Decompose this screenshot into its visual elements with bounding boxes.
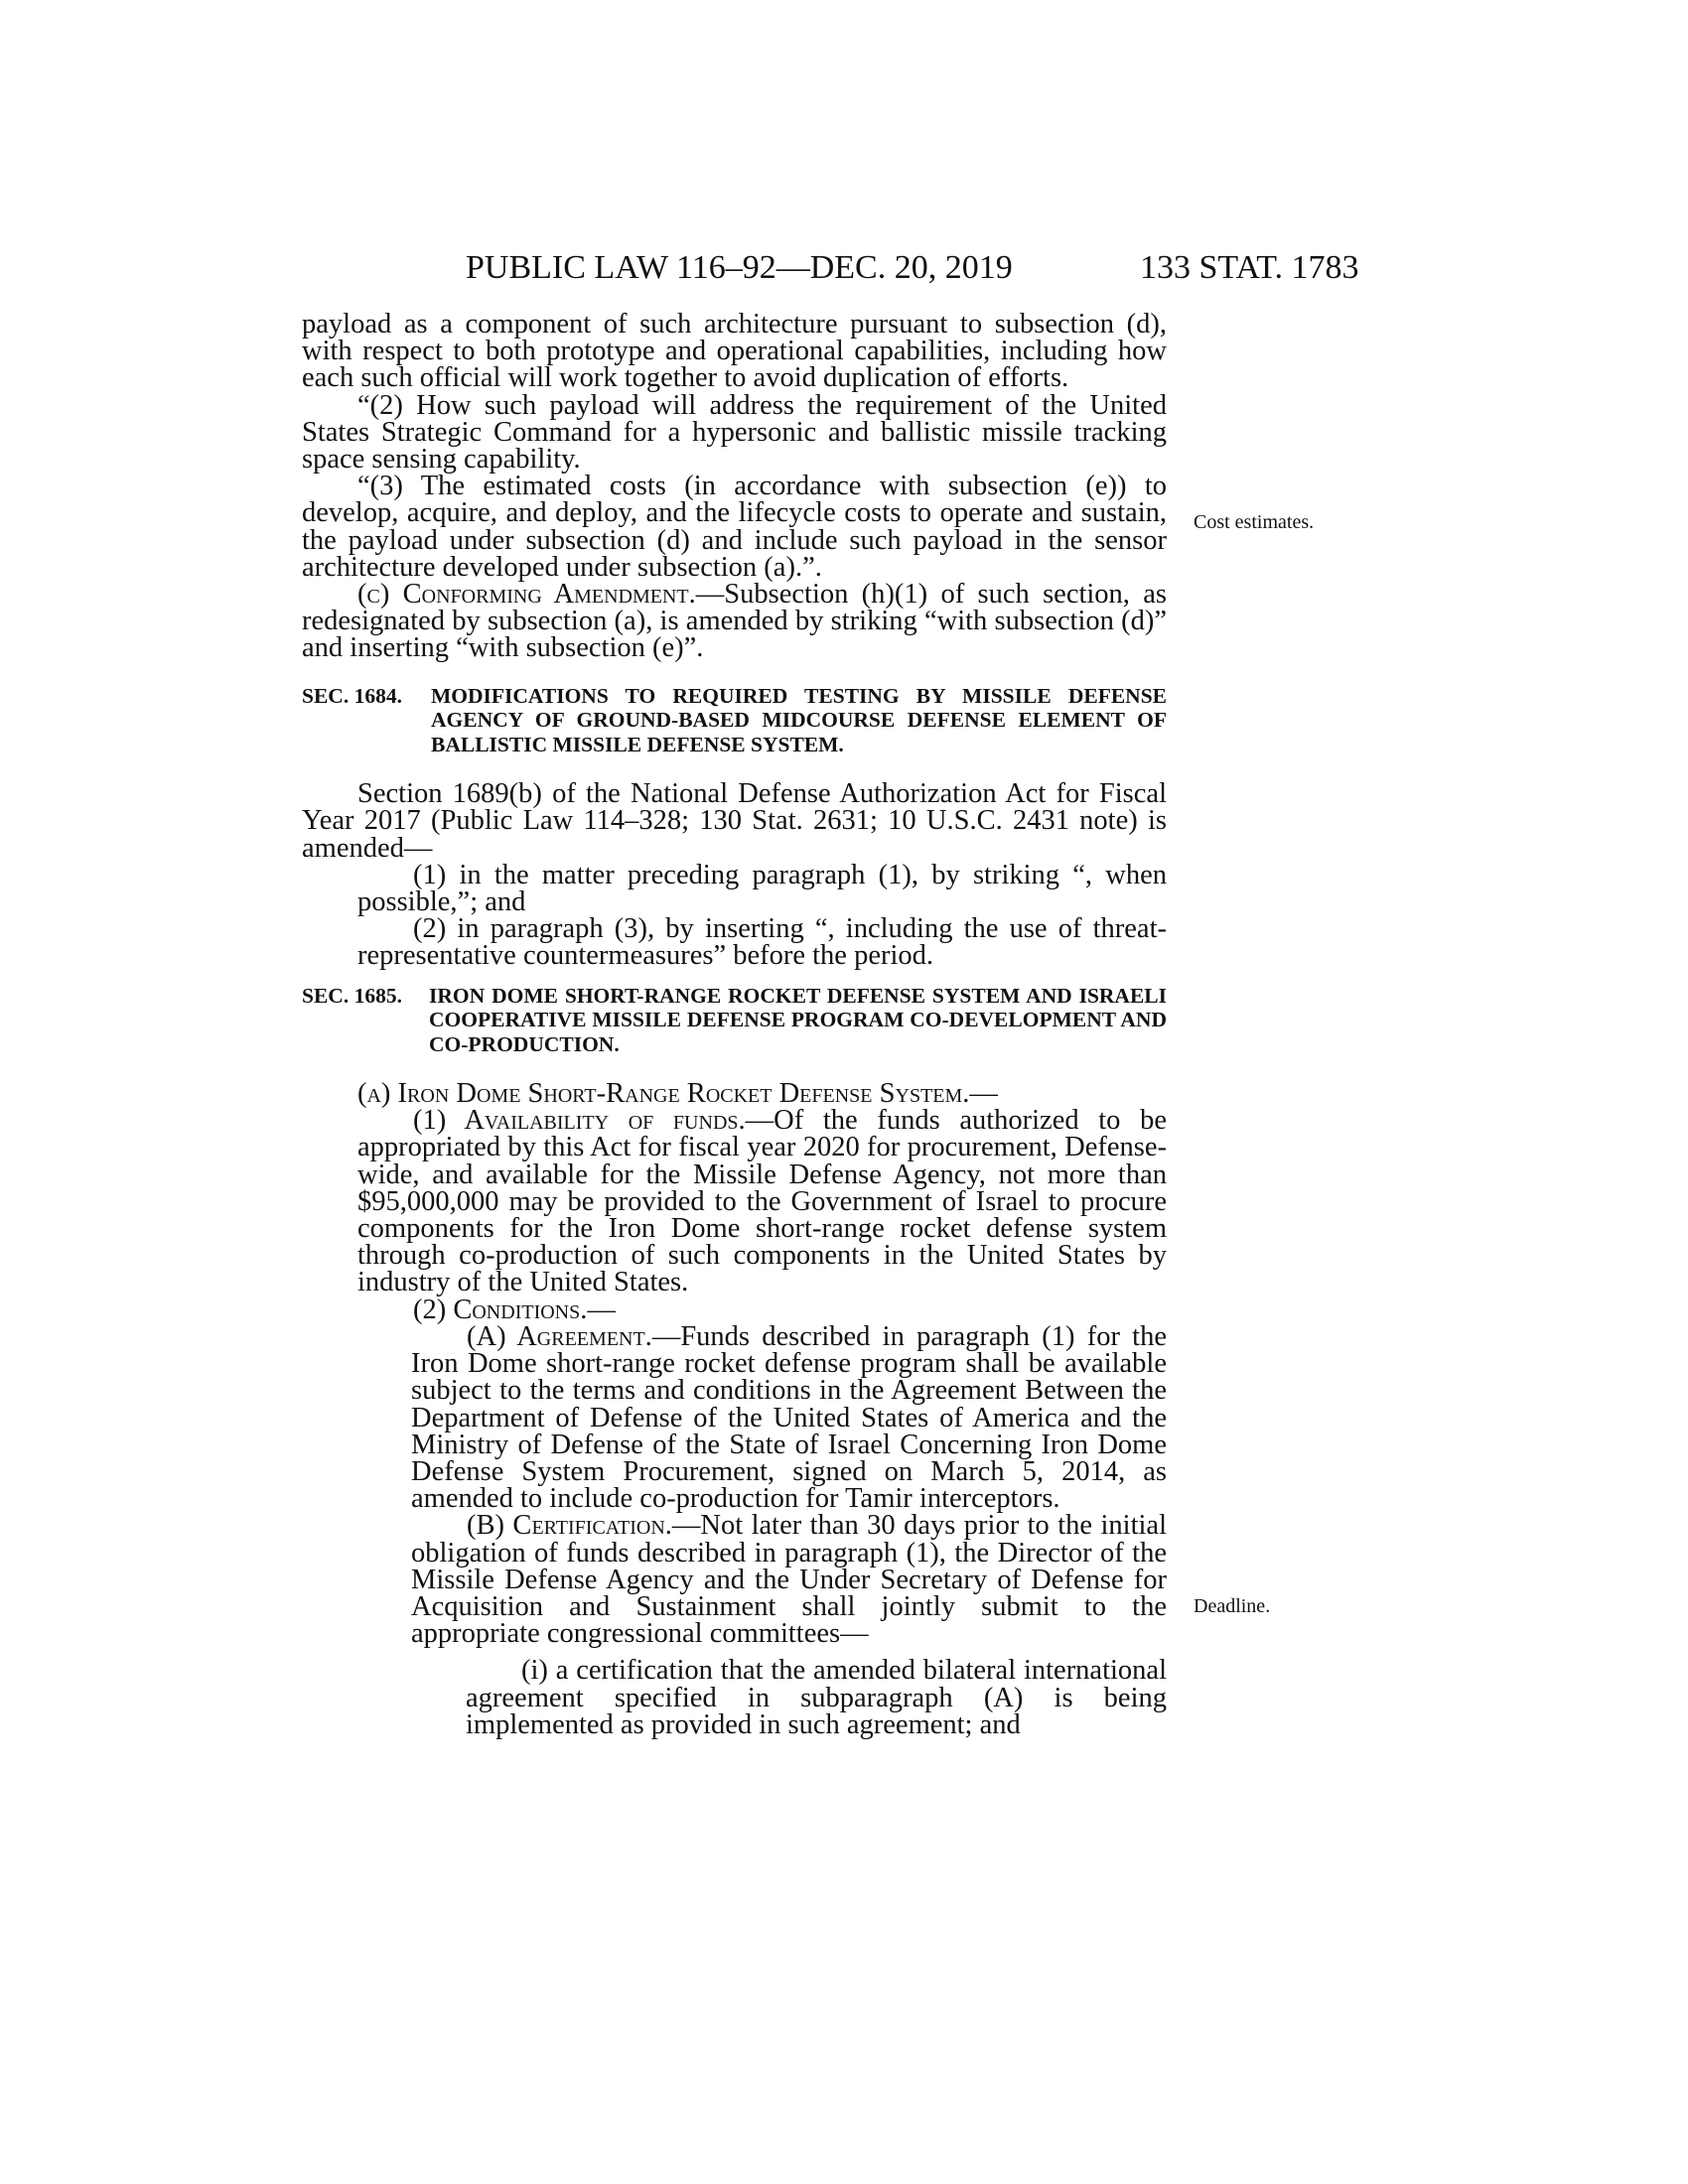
dash: — <box>969 1078 998 1110</box>
dash: — <box>587 1294 616 1325</box>
paragraph-clause-i: (i) a certification that the amended bilateral international agreement specified in subparagraph (A) is being implemented as provided in such agreement; and <box>466 1655 1167 1740</box>
paragraph-a1-availability <box>302 1107 1167 1296</box>
paragraph-a-iron-dome <box>302 1078 1167 1110</box>
paragraph-c-conforming-amendment <box>302 581 1167 662</box>
section-heading-1684 <box>302 684 1167 757</box>
paragraph-heading: (1) Availability of funds. <box>413 1105 746 1137</box>
paragraph-a2-conditions <box>302 1294 1167 1325</box>
subparagraph-text: —Funds described in paragraph (1) for the Iron Dome short-range rocket defense program shall be available subject to the terms and conditions in the Agreement Between the Department of Defense of the United States of America and the Ministry of Defense of the State of Israel Concerning Iron Dome Defense System Procurement, signed on March 5, 2014, as amended to include co-production for Tamir interceptors. <box>411 1320 1167 1515</box>
paragraph-continuation: payload as a component of such architecture pursuant to subsection (d), with respect to both prototype and operational capabilities, including how each such official will work together to avoid duplication of efforts. <box>302 309 1167 394</box>
running-header-stat-page: 133 STAT. 1783 <box>1140 249 1359 286</box>
subsection-text: —Subsection (h)(1) of such section, as redesignated by subsection (a), is amended by striking “with subsection (d)” and inserting “with subsection (e)”. <box>302 579 1167 664</box>
paragraph-text: —Of the funds authorized to be appropriated by this Act for fiscal year 2020 for procurement, Defense-wide, and available for the Missile Defense Agency, not more than $95,000,000 may be provided to the Government of Israel to procure components for the Iron Dome short-range rocket defense system through co-production of such components in the United States by industry of the United States. <box>357 1105 1167 1298</box>
margin-note-deadline: Deadline. <box>1194 1595 1271 1617</box>
section-number: SEC. 1685. <box>302 983 402 1008</box>
subparagraph-text: —Not later than 30 days prior to the initial obligation of funds described in paragraph (1), the Director of the Missile Defense Agency and the Under Secretary of Defense for Acquisition and Sustainment shall jointly submit to the appropriate congressional committees— <box>411 1510 1167 1650</box>
section-title: IRON DOME SHORT-RANGE ROCKET DEFENSE SYSTEM AND ISRAELI COOPERATIVE MISSILE DEFENSE PROGRAM CO-DEVELOPMENT AND CO-PRODUCTION. <box>429 983 1167 1056</box>
running-header-law: PUBLIC LAW 116–92—DEC. 20, 2019 <box>466 249 1013 286</box>
paragraph-b2: “(2) How such payload will address the requirement of the United States Strategic Command for a hypersonic and ballistic missile tracking space sensing capability. <box>302 389 1167 476</box>
subsection-heading: (a) Iron Dome Short-Range Rocket Defense System. <box>357 1078 970 1110</box>
subparagraph-heading: (B) Certification. <box>467 1510 672 1542</box>
paragraph-b3: “(3) The estimated costs (in accordance with subsection (e)) to develop, acquire, and deploy, and the lifecycle costs to operate and sustain, the payload under subsection (d) and include such payload in the sensor architecture developed under subsection (a).”. <box>302 471 1167 583</box>
paragraph-1684-item-2: (2) in paragraph (3), by inserting “, including the use of threat-representative countermeasures” before the period. <box>357 913 1167 972</box>
paragraph-B-certification <box>302 1510 1167 1650</box>
section-title: MODIFICATIONS TO REQUIRED TESTING BY MISSILE DEFENSE AGENCY OF GROUND-BASED MIDCOURSE DEFENSE ELEMENT OF BALLISTIC MISSILE DEFENSE SYSTEM. <box>431 683 1167 756</box>
paragraph-heading: (2) Conditions. <box>413 1294 588 1325</box>
paragraph-1684-item-1: (1) in the matter preceding paragraph (1), by striking “, when possible,”; and <box>357 859 1167 917</box>
subsection-heading: (c) Conforming Amendment. <box>357 579 696 611</box>
subparagraph-heading: (A) Agreement. <box>467 1320 652 1352</box>
section-number: SEC. 1684. <box>302 683 402 708</box>
paragraph-A-agreement <box>302 1320 1167 1515</box>
margin-note-cost-estimates: Cost estimates. <box>1194 511 1315 533</box>
section-heading-1685 <box>302 984 1167 1057</box>
paragraph-1684-intro: Section 1689(b) of the National Defense Authorization Act for Fiscal Year 2017 (Public Law 114–328; 130 Stat. 2631; 10 U.S.C. 2431 note) is amended— <box>302 778 1167 864</box>
text-column <box>302 311 1167 1738</box>
